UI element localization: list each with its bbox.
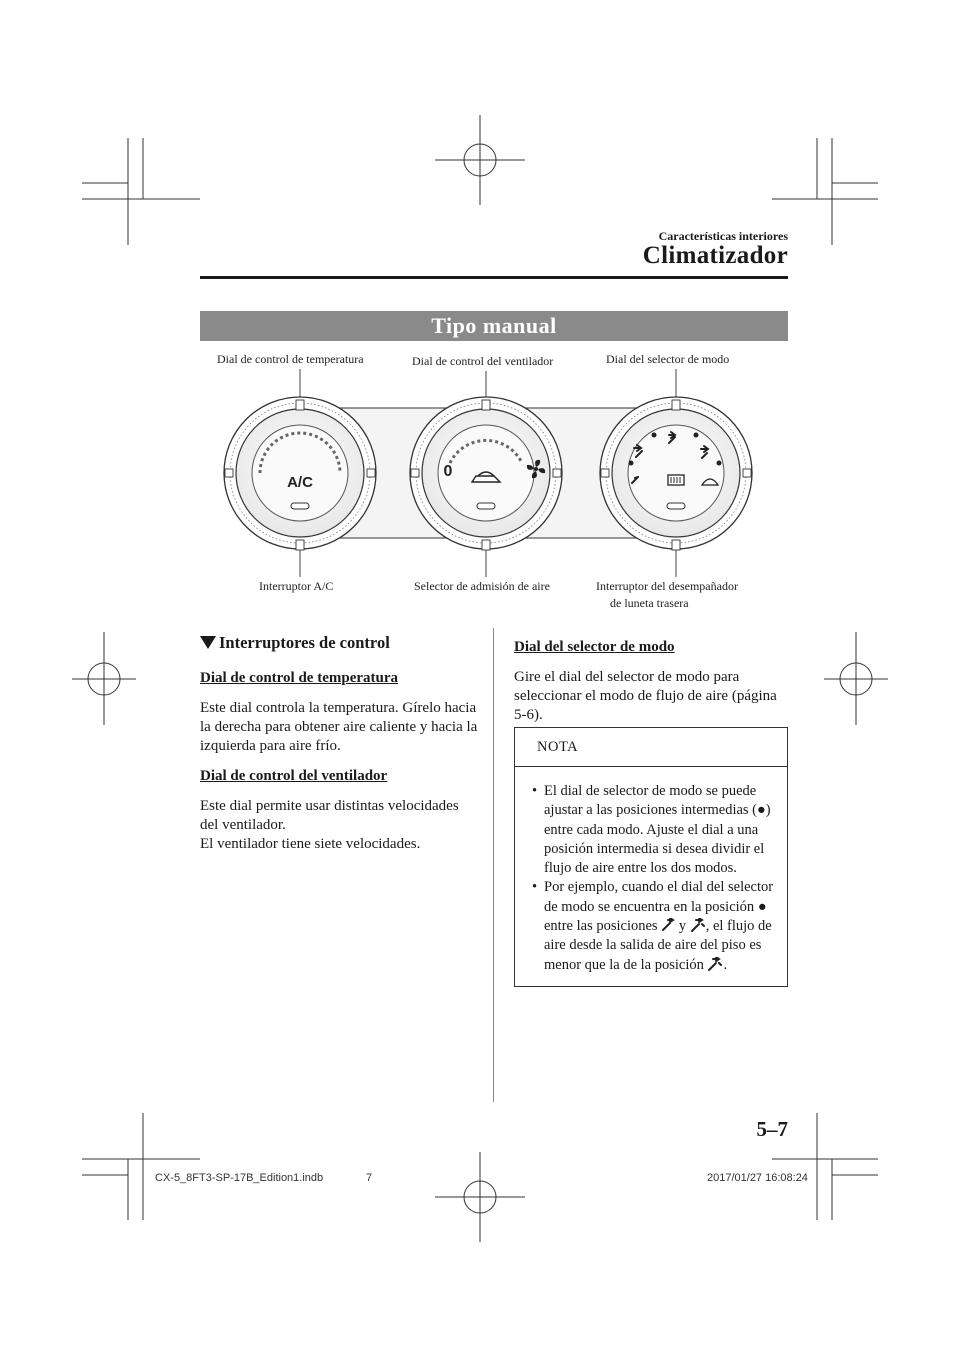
rear-defogger-switch[interactable] (667, 503, 685, 509)
floor-vent-mode-icon (661, 918, 675, 932)
section-heading (200, 633, 480, 652)
left-column (200, 633, 480, 854)
intermediate-position-icon: ● (757, 898, 767, 915)
climate-panel-illustration (200, 345, 788, 615)
footer-file: CX-5_8FT3-SP-17B_Edition1.indb (155, 1172, 324, 1184)
bi-level-mode-icon (690, 918, 706, 932)
column-divider (493, 628, 494, 1102)
climate-panel-figure (200, 345, 788, 615)
page-number: 5–7 (756, 1117, 788, 1141)
triangle-marker-icon (200, 636, 216, 649)
intermediate-position-icon: ● (757, 802, 766, 819)
temp-dial-heading: Dial de control de temperatura (200, 670, 399, 686)
fan-zero-label: 0 (443, 463, 453, 480)
page-title: Climatizador (642, 242, 788, 269)
caption-defogger-line2: de luneta trasera (610, 596, 689, 610)
fan-dial[interactable] (410, 397, 562, 550)
note-title: NOTA (515, 728, 787, 767)
note-bullet-2: • Por ejemplo, cuando el dial del selector de modo se encuentra en la posición ● entre las posiciones y , el flujo de aire desde la salida de aire del piso es menor que la de la posición . (531, 879, 774, 973)
section-name: Características interiores (658, 229, 788, 243)
note-bullet-1: • El dial de selector de modo se puede ajustar a las posiciones intermedias (●) entre cada modo. Ajuste el dial a una posición intermedia si desea dividir el flujo de aire entre los dos modos. (531, 783, 771, 877)
fan-dial-text: Este dial permite usar distintas velocidades del ventilador. (200, 798, 459, 833)
bi-level-mode-icon (707, 957, 723, 971)
header-rule (200, 276, 788, 279)
footer-page: 7 (366, 1172, 373, 1184)
footer-timestamp: 2017/01/27 16:08:24 (707, 1172, 808, 1184)
mode-dial-heading: Dial del selector de modo (514, 639, 675, 655)
caption-intake-selector: Selector de admisión de aire (414, 579, 550, 593)
section-heading-text: Interruptores de control (219, 633, 390, 652)
mode-dial-text: Gire el dial del selector de modo para seleccionar el modo de flujo de aire (página 5-6). (514, 669, 777, 723)
section-banner: Tipo manual (200, 311, 788, 341)
temp-dial-text: Este dial controla la temperatura. Gírelo hacia la derecha para obtener aire caliente y hacia la izquierda para aire frío. (200, 700, 478, 754)
ac-switch[interactable] (291, 503, 309, 509)
caption-temp-dial: Dial de control de temperatura (217, 352, 364, 366)
note-box (514, 727, 788, 987)
caption-fan-dial: Dial de control del ventilador (412, 354, 554, 368)
intake-selector[interactable] (477, 503, 495, 509)
right-column (514, 633, 788, 736)
fan-dial-heading: Dial de control del ventilador (200, 768, 388, 784)
caption-defogger-line1: Interruptor del desempañador (596, 579, 738, 593)
rear-defroster-icon (668, 475, 684, 485)
ac-label: A/C (287, 474, 313, 491)
caption-ac-switch: Interruptor A/C (259, 579, 334, 593)
caption-mode-dial: Dial del selector de modo (606, 352, 730, 366)
mode-dial[interactable] (600, 397, 752, 550)
fan-speeds-text: El ventilador tiene siete velocidades. (200, 836, 421, 852)
